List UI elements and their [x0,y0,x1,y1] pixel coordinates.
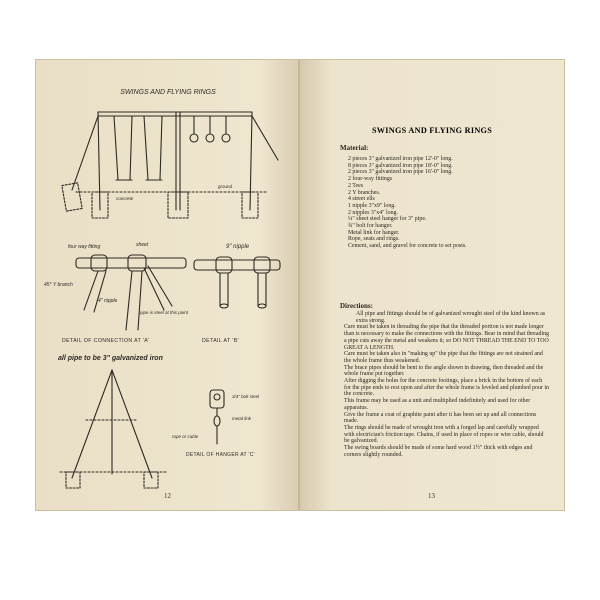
label-sheet: sheet [136,242,149,248]
direction-paragraph: The swing boards should be made of some hard wood 1½" thick with edges and corners slightly rounded. [344,445,533,458]
label-9in-nipple: 9" nipple [226,244,250,250]
pipe-note: all pipe to be 3" galvanized iron [58,355,163,362]
direction-paragraph: Care must be taken also in "making up" the pipe that the fittings are not strained and the whole frame thus weakened. [344,351,543,364]
booklet-spread [36,60,564,510]
material-item: Metal link for hanger. [348,229,400,236]
direction-paragraph: After digging the holes for the concrete footings, place a brick in the bottom of each for the pipe ends to rest upon and after the whole frame is leveled and plumbed pour in the concrete. [344,378,549,398]
detail-b-caption: DETAIL AT 'B' [202,338,239,344]
swing-frame-elevation [62,112,278,218]
label-concrete: concrete [116,196,134,201]
material-heading: Material: [340,144,369,152]
material-item: ¼" sheet steel hanger for 3" pipe. [348,216,427,223]
drawing-header: SWINGS AND FLYING RINGS [120,89,216,96]
detail-a-drawing [44,242,189,330]
directions-heading: Directions: [340,302,373,310]
detail-c-caption: DETAIL OF HANGER AT 'C' [186,452,255,458]
material-item: 2 four-way fittings [348,176,393,183]
right-page-number: 13 [428,492,435,500]
material-item: Rope, seats and rings. [348,236,400,243]
material-item: 2 nipples 3"x4" long. [348,209,398,216]
direction-paragraph: The rings should be made of wrought iron with a forged lap and carefully wrapped with electrician's friction tape. Chains, if used in place of ropes or wire cable, should be galvanized. [344,424,544,445]
label-bolt: 3/4" bolt steel [232,394,260,399]
directions-list [344,311,549,458]
direction-paragraph: The brace pipes should be bent to the angle shown in drawing, then threaded and the whole frame put together. [344,364,544,378]
material-item: 4 street ells [348,196,375,203]
material-item: Cement, sand, and gravel for concrete to set posts. [348,243,467,250]
label-four-way-fitting: four way fitting [68,244,101,250]
hanger-detail-drawing [172,390,260,458]
material-item: ¾" bolt for hanger. [348,223,393,230]
direction-paragraph: Care must be taken in threading the pipe that the threaded portion is not made longer than is necessary to make the connections with the fittings. Bear in mind that threading a pipe cuts away the metal and weakens it; so DO NOT THREAD THE END TO TOO GREAT A LENGTH. [344,324,549,351]
direction-paragraph: All pipe and fittings should be of galvanized wrought steel of the kind known as extra strong. [356,311,546,324]
left-page [36,60,300,510]
detail-a-caption: DETAIL OF CONNECTION AT 'A' [62,338,150,344]
label-pipe-steel: pipe is steel at this point [140,310,189,315]
end-view-a-frame [60,370,168,488]
direction-paragraph: Give the frame a coat of graphite paint after it has been set up and all connections made. [344,411,537,425]
right-page [300,60,564,510]
detail-b-drawing [194,244,280,308]
label-metal-link: metal link [232,416,252,421]
material-list [348,156,548,250]
label-rope: rope or cable [172,434,199,439]
material-item: 2 Y branches. [348,189,381,196]
material-item: 1 nipple 3"x9" long. [348,202,396,209]
material-item: 8 pieces 3" galvanized iron pipe 18'-0" long. [348,162,453,169]
label-ground: ground [218,184,233,189]
material-item: 2 Tees [348,182,364,189]
label-4in-nipple: 4" nipple [98,298,118,304]
swing-drawings [36,60,300,510]
page-title: SWINGS AND FLYING RINGS [371,126,493,135]
left-page-number: 12 [164,492,171,500]
material-item: 2 pieces 3" galvanized iron pipe 16'-0" long. [348,169,453,176]
label-y-branch: 45° Y branch [44,282,73,288]
direction-paragraph: This frame may be used as a unit and multiplied indefinitely and used for other apparatus. [344,398,531,411]
material-item: 2 pieces 3" galvanized iron pipe 12'-0" long. [348,156,453,162]
